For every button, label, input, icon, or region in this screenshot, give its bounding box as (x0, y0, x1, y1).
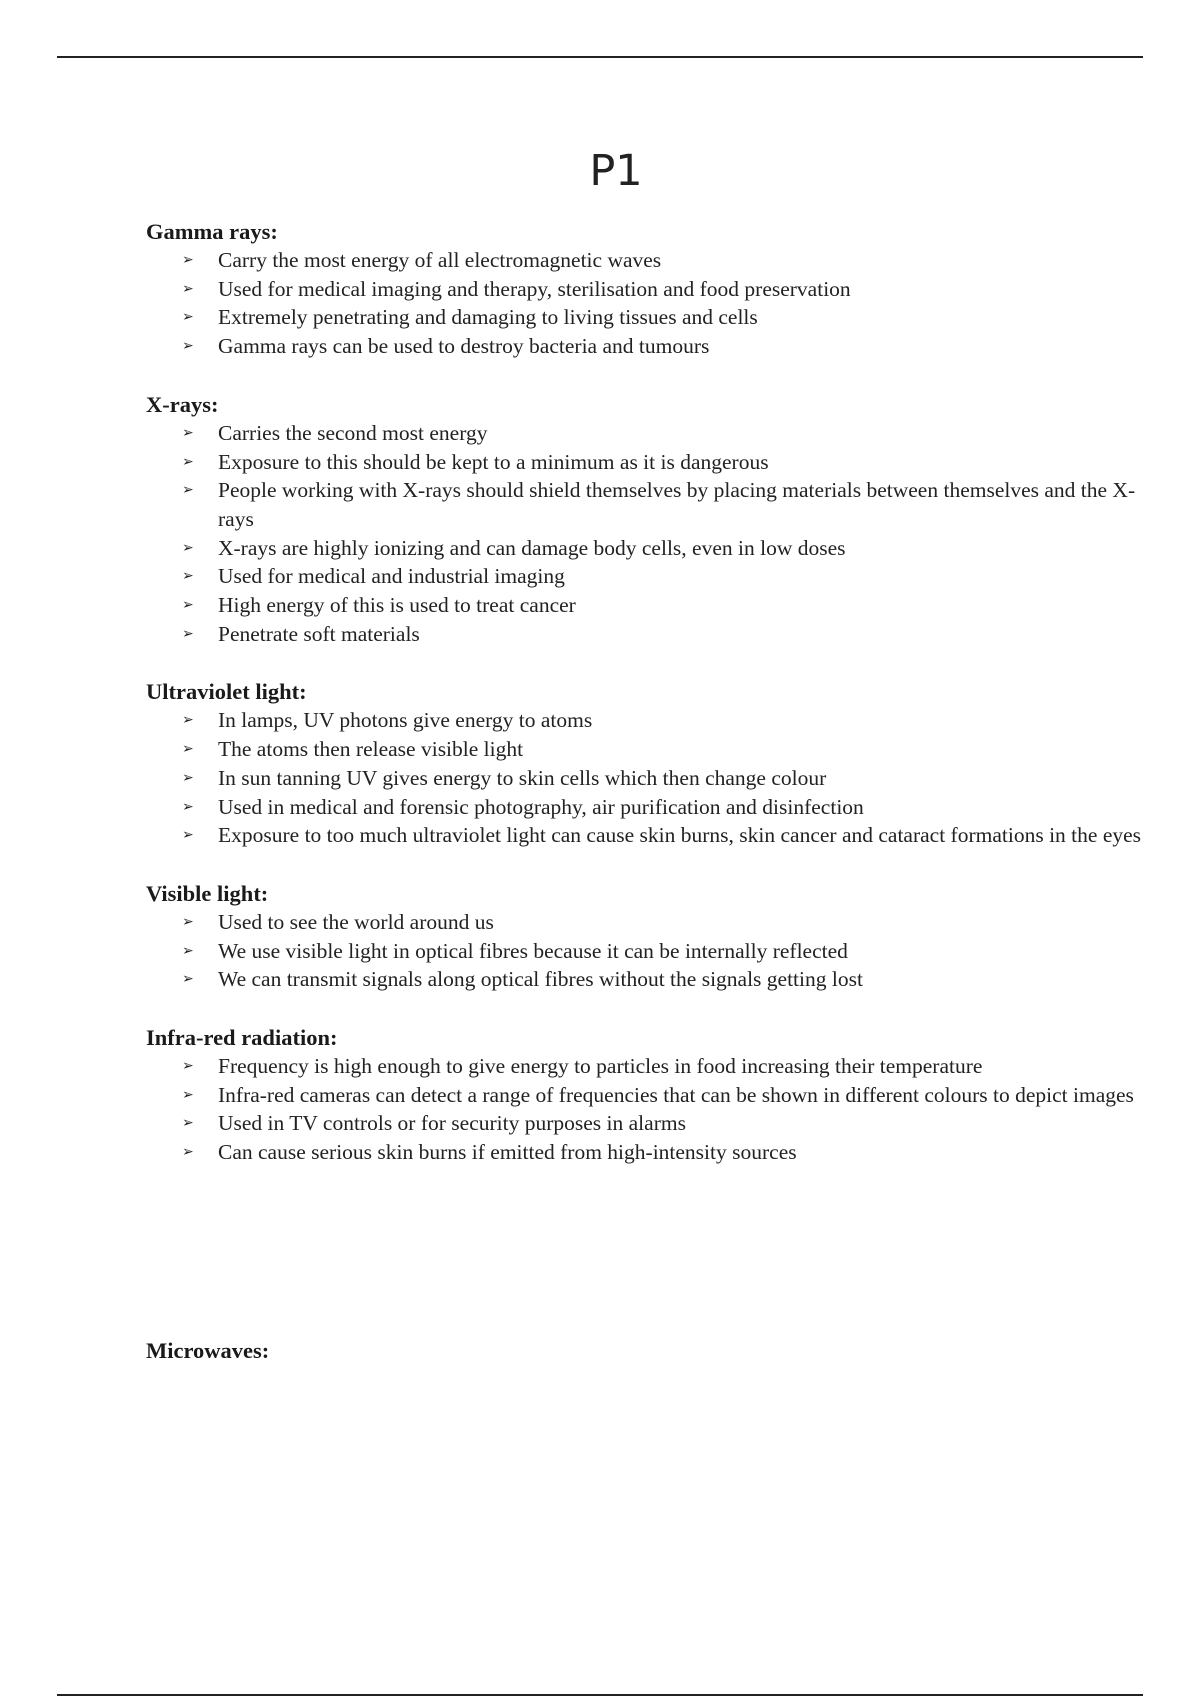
section-microwaves (146, 1336, 1146, 1365)
document-body (146, 217, 1146, 1365)
list-item-text: In sun tanning UV gives energy to skin cells which then change colour (218, 765, 827, 790)
arrow-bullet-icon: ➢ (182, 482, 194, 499)
arrow-bullet-icon: ➢ (182, 539, 194, 556)
arrow-bullet-icon: ➢ (182, 741, 194, 758)
list-item (182, 965, 1146, 994)
arrow-bullet-icon: ➢ (182, 338, 194, 355)
list-item-text: Carry the most energy of all electromagnetic waves (218, 248, 662, 272)
list-item (182, 591, 1146, 620)
list-item-text: The atoms then release visible light (218, 737, 524, 762)
arrow-bullet-icon: ➢ (182, 1086, 194, 1103)
list-item (182, 821, 1146, 850)
list-item-text: Exposure to too much ultraviolet light can cause skin burns, skin cancer and cataract formations in the eyes (218, 823, 1142, 848)
arrow-bullet-icon: ➢ (182, 712, 194, 729)
bullet-list (146, 246, 1146, 361)
list-item (182, 275, 1146, 304)
bullet-list (146, 1052, 1146, 1167)
page-title: P1 (589, 146, 643, 196)
list-item-text: We use visible light in optical fibres because it can be internally reflected (218, 938, 848, 963)
arrow-bullet-icon: ➢ (182, 453, 194, 470)
list-item (182, 1138, 1146, 1167)
list-item-text: Extremely penetrating and damaging to living tissues and cells (218, 305, 758, 330)
bullet-list (146, 908, 1146, 994)
list-item-text: Used in medical and forensic photography, air purification and disinfection (218, 794, 864, 819)
section-heading: Visible light: (146, 880, 269, 906)
list-item (182, 246, 1146, 275)
list-item-text: We can transmit signals along optical fibres without the signals getting lost (218, 967, 863, 992)
section-x-rays (146, 390, 1146, 649)
arrow-bullet-icon: ➢ (182, 971, 194, 988)
arrow-bullet-icon: ➢ (182, 827, 194, 844)
bullet-list (146, 419, 1146, 649)
list-item (182, 735, 1146, 764)
list-item (182, 476, 1146, 533)
list-item-text: Used for medical imaging and therapy, sterilisation and food preservation (218, 276, 851, 301)
list-item (182, 764, 1146, 793)
arrow-bullet-icon: ➢ (182, 798, 194, 815)
arrow-bullet-icon: ➢ (182, 942, 194, 959)
arrow-bullet-icon: ➢ (182, 252, 194, 268)
section-heading: X-rays: (146, 391, 219, 417)
section-ultraviolet-light (146, 677, 1146, 850)
list-item-text: Penetrate soft materials (218, 621, 420, 646)
list-item (182, 1109, 1146, 1138)
section-heading: Gamma rays: (146, 219, 278, 244)
list-item (182, 1052, 1146, 1081)
list-item (182, 303, 1146, 332)
arrow-bullet-icon: ➢ (182, 1058, 194, 1075)
section-heading: Infra-red radiation: (146, 1025, 338, 1051)
list-item-text: Exposure to this should be kept to a minimum as it is dangerous (218, 449, 769, 474)
list-item (182, 706, 1146, 735)
top-rule (57, 56, 1143, 58)
list-item-text: Can cause serious skin burns if emitted from high-intensity sources (218, 1140, 797, 1165)
arrow-bullet-icon: ➢ (182, 625, 194, 642)
list-item-text: X-rays are highly ionizing and can damage body cells, even in low doses (218, 535, 846, 560)
arrow-bullet-icon: ➢ (182, 1144, 194, 1161)
list-item-text: Frequency is high enough to give energy to particles in food increasing their temperature (218, 1054, 983, 1079)
list-item-text: Used to see the world around us (218, 909, 494, 934)
list-item (182, 1081, 1146, 1110)
list-item (182, 332, 1146, 361)
section-infra-red-radiation (146, 1023, 1146, 1167)
list-item-text: People working with X-rays should shield themselves by placing materials between themselves and the X-rays (218, 478, 1136, 531)
section-gamma-rays (146, 217, 1146, 361)
list-item-text: In lamps, UV photons give energy to atoms (218, 708, 593, 733)
list-item-text: Used in TV controls or for security purposes in alarms (218, 1111, 686, 1136)
section-heading: Ultraviolet light: (146, 679, 307, 705)
list-item-text: Infra-red cameras can detect a range of frequencies that can be shown in different colours to depict images (218, 1082, 1134, 1107)
list-item (182, 908, 1146, 937)
list-item (182, 448, 1146, 477)
arrow-bullet-icon: ➢ (182, 913, 194, 930)
list-item (182, 620, 1146, 649)
list-item-text: High energy of this is used to treat cancer (218, 593, 576, 618)
arrow-bullet-icon: ➢ (182, 424, 194, 441)
arrow-bullet-icon: ➢ (182, 769, 194, 786)
list-item (182, 419, 1146, 448)
list-item-text: Carries the second most energy (218, 420, 488, 445)
arrow-bullet-icon: ➢ (182, 597, 194, 614)
bullet-list (146, 706, 1146, 850)
list-item-text: Used for medical and industrial imaging (218, 564, 565, 589)
list-item (182, 793, 1146, 822)
arrow-bullet-icon: ➢ (182, 568, 194, 585)
section-heading: Microwaves: (146, 1337, 270, 1363)
arrow-bullet-icon: ➢ (182, 309, 194, 326)
list-item (182, 534, 1146, 563)
arrow-bullet-icon: ➢ (182, 1115, 194, 1132)
arrow-bullet-icon: ➢ (182, 280, 194, 297)
bottom-rule (57, 1694, 1143, 1696)
section-visible-light (146, 879, 1146, 994)
list-item (182, 937, 1146, 966)
list-item (182, 562, 1146, 591)
list-item-text: Gamma rays can be used to destroy bacteria and tumours (218, 334, 710, 359)
